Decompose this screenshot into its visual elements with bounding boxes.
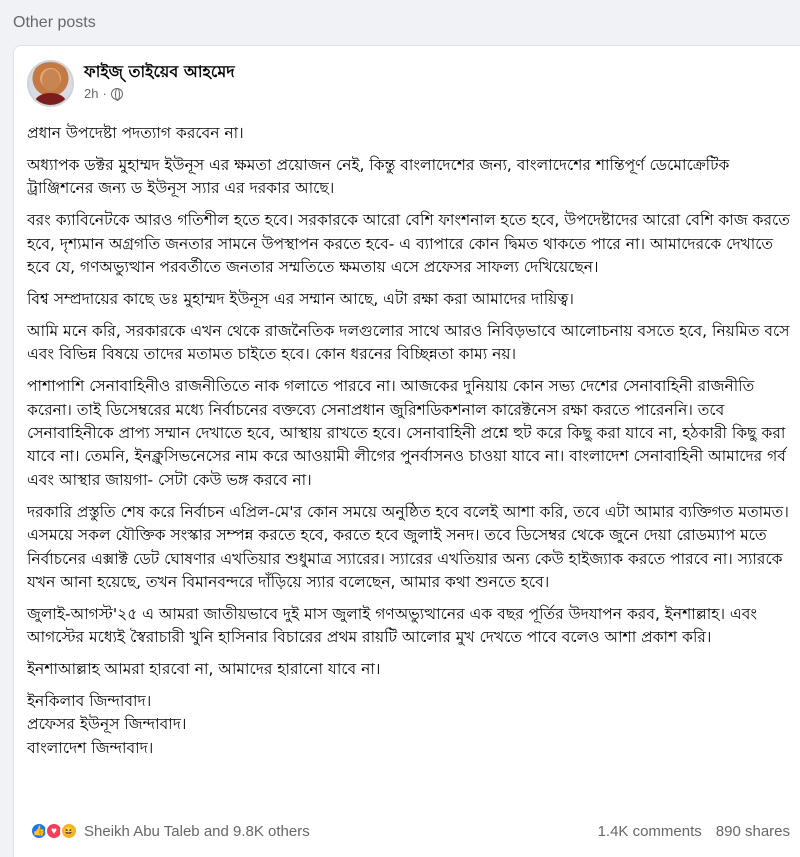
like-icon: 👍 (30, 822, 48, 840)
post-paragraph: দরকারি প্রস্তুতি শেষ করে নির্বাচন এপ্রিল-মে'র কোন সময়ে অনুষ্ঠিত হবে বলেই আশা করি, তবে এটা আমার ব্যক্তিগত মতামত। এসময়ে সকল যৌক্তিক সংস্কার সম্পন্ন করতে হবে, করতে হবে জুলাই সনদ। তবে ডিসেম্বর থেকে জুনে দেয়া রোডম্যাপ মতে নির্বাচনের এক্সাক্ট ডেট ঘোষণার এখতিয়ার শুধুমাত্র স্যারের। স্যারের এখতিয়ার অন্য কেউ হাইজ্যাক করতে পারবে না। স্যারকে যখন আনা হয়েছে, তখন বিমানবন্দরে দাঁড়িয়ে স্যার বলেছেন, আমার কথা শুনতে হবে। (27, 502, 789, 591)
post-paragraph: ইনশাআল্লাহ আমরা হারবো না, আমাদের হারানো যাবে না। (27, 660, 381, 679)
haha-icon: 😆 (60, 822, 78, 840)
post-paragraph: অধ্যাপক ডক্টর মুহাম্মদ ইউনূস এর ক্ষমতা প্রয়োজন নেই, কিন্তু বাংলাদেশের জন্য, বাংলাদেশের শান্তিপূর্ণ ডেমোক্রেটিক ট্রাঞ্জিশনের জন্য ড ইউনূস স্যার এর দরকার আছে। (27, 155, 730, 198)
post-meta (84, 86, 235, 101)
closing-lines (27, 690, 792, 760)
closing-line: বাংলাদেশ জিন্দাবাদ। (27, 738, 154, 757)
author-info (84, 62, 235, 101)
meta-separator: · (102, 86, 107, 101)
reactors-text[interactable]: Sheikh Abu Taleb and 9.8K others (84, 822, 310, 840)
reaction-icons (30, 822, 78, 840)
post-paragraph: বরং ক্যাবিনেটকে আরও গতিশীল হতে হবে। সরকারকে আরো বেশি ফাংশনাল হতে হবে, উপদেষ্টাদের আরো বেশি কাজ করতে হবে, দৃশ্যমান অগ্রগতি জনতার সামনে উপস্থাপন করতে হবে- এ ব্যাপারে কোন দ্বিমত থাকতে পারে না। আমাদেরকে দেখাতে হবে যে, গণঅভ্যুত্থান পরবর্তীতে জনতার সম্মতিতে ক্ষমতায় এসে প্রফেসর সাফল্য দেখিয়েছেন। (27, 211, 790, 277)
post-time[interactable]: 2h (84, 86, 99, 101)
post-paragraph: জুলাই-আগস্ট'২৫ এ আমরা জাতীয়ভাবে দুই মাস জুলাই গণঅভ্যুত্থানের এক বছর পূর্তির উদযাপন করব, ইনশাল্লাহ। এবং আগস্টের মধ্যেই স্বৈরাচারী খুনি হাসিনার বিচারের প্রথম রায়টি আলোর মুখ দেখতে পাবে বলেও আশা প্রকাশ করি। (27, 604, 758, 647)
post-header (27, 60, 235, 107)
closing-line: প্রফেসর ইউনূস জিন্দাবাদ। (27, 715, 187, 734)
post-paragraph: বিশ্ব সম্প্রদায়ের কাছে ডঃ মুহাম্মদ ইউনূস এর সম্মান আছে, এটা রক্ষা করা আমাদের দায়িত্ব। (27, 289, 574, 308)
post-paragraph: পাশাপাশি সেনাবাহিনীও রাজনীতিতে নাক গলাতে পারবে না। আজকের দুনিয়ায় কোন সভ্য দেশের সেনাবাহিনী রাজনীতি করেনা। তাই ডিসেম্বরের মধ্যে নির্বাচনের বক্তব্যে সেনাপ্রধান জুরিশডিকশনাল কারেক্টনেস রক্ষা করতে পারেননি। তবে সেনাবাহিনীকে প্রাপ্য সম্মান দেখাতে হবে, আস্থায় রাখতে হবে। সেনাবাহিনী প্রশ্নে হুট করে কিছু করা যাবে না, হঠকারী কিছু করা যাবে না। তেমনি, ইনক্লুসিভনেসের নাম করে আওয়ামী লীগের পুনর্বাসনও চাওয়া যাবে না। বাংলাদেশ সেনাবাহিনী আমাদের গর্ব এবং আস্থার জায়গা- সেটা কেউ ভঙ্গ করবে না। (27, 377, 786, 489)
post-body (27, 122, 792, 769)
post-footer (30, 822, 790, 840)
love-icon: ♥ (45, 822, 63, 840)
reactions-summary[interactable] (30, 822, 310, 840)
engagement-counts (598, 823, 790, 840)
section-title: Other posts (13, 14, 96, 31)
author-avatar[interactable] (27, 60, 74, 107)
post-paragraph: আমি মনে করি, সরকারকে এখন থেকে রাজনৈতিক দলগুলোর সাথে আরও নিবিড়ভাবে আলোচনায় বসতে হবে, নিয়মিত বসে এবং বিভিন্ন বিষয়ে তাদের মতামত চাইতে হবে। কোন ধরনের বিচ্ছিন্নতা কাম্য নয়। (27, 321, 790, 364)
comments-count[interactable]: 1.4K comments (597, 822, 702, 840)
post-paragraph: প্রধান উপদেষ্টা পদত্যাগ করবেন না। (27, 124, 244, 142)
post-card (13, 45, 800, 857)
author-name[interactable]: ফাইজ্‌ তাইয়েব আহমেদ (84, 62, 235, 81)
globe-icon[interactable] (111, 88, 123, 100)
closing-line: ইনকিলাব জিন্দাবাদ। (27, 692, 152, 711)
shares-count[interactable]: 890 shares (715, 822, 790, 840)
